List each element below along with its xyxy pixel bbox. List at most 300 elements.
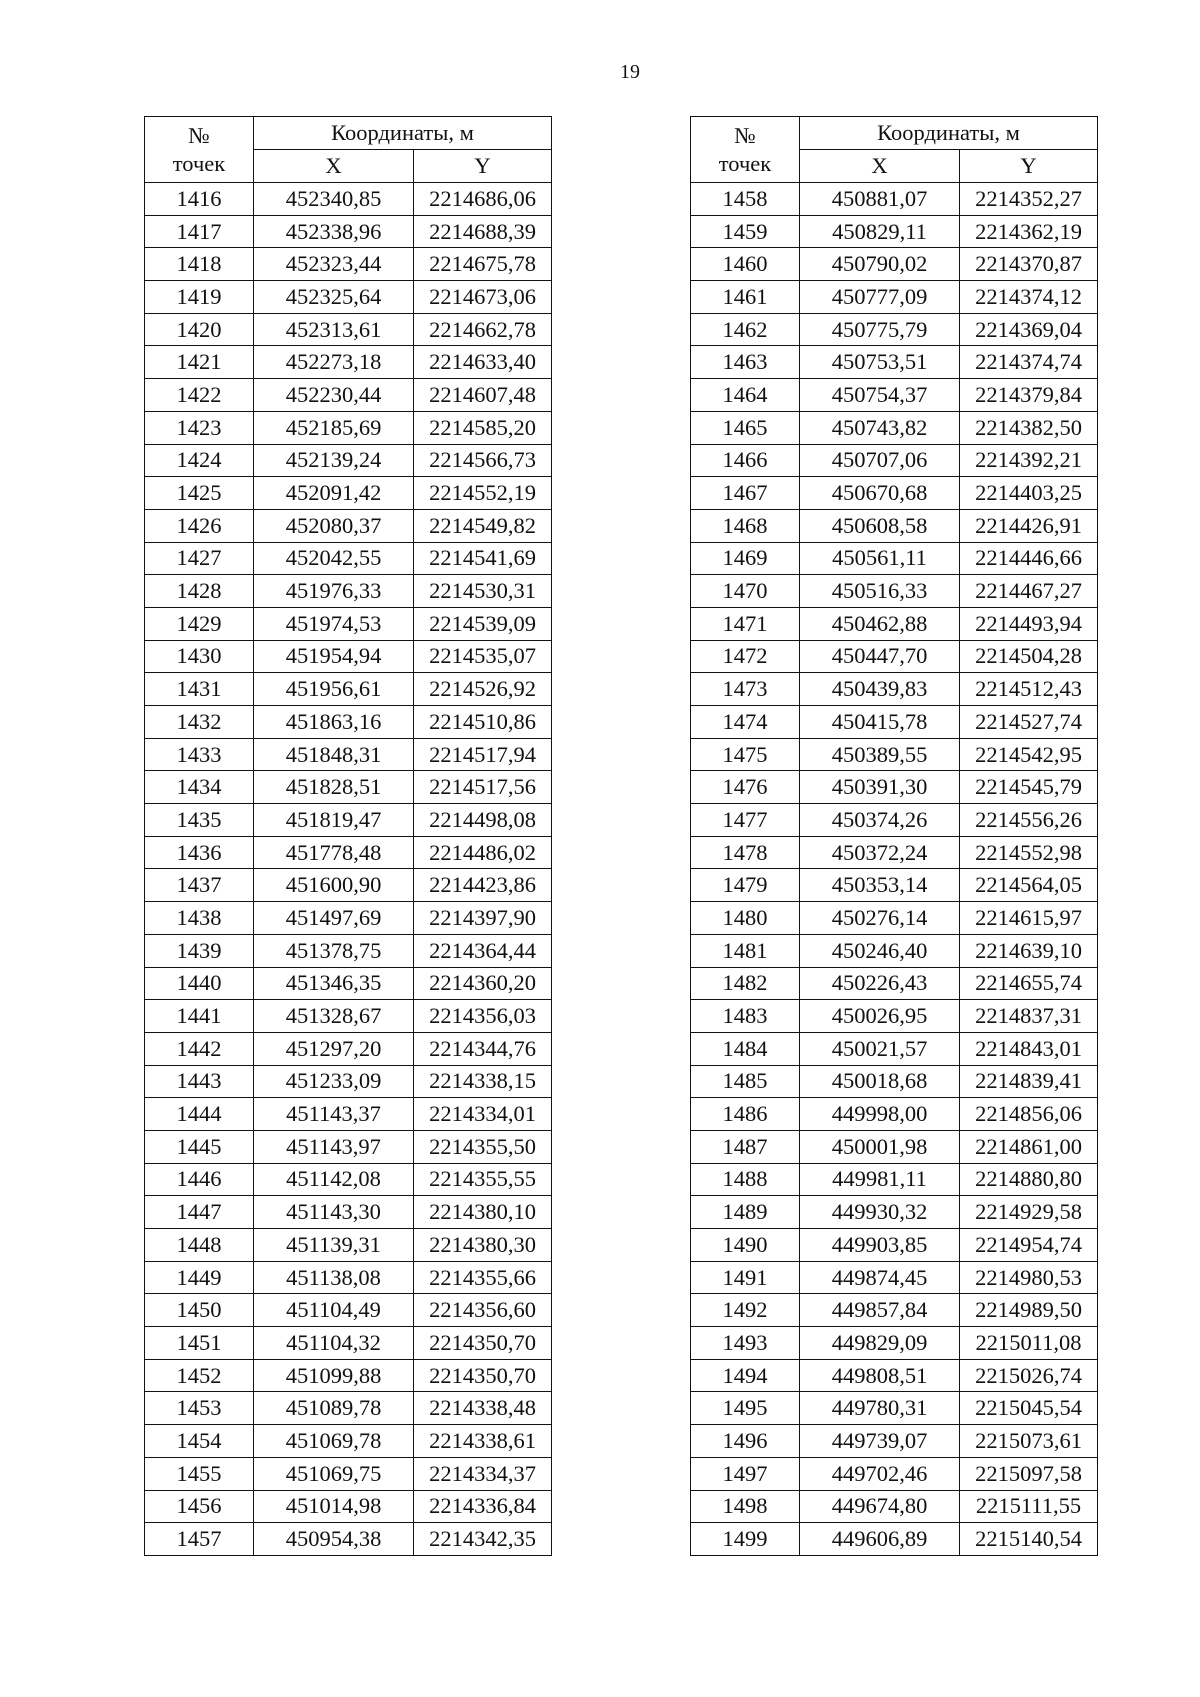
x-column-header: X [800, 150, 960, 183]
table-row [691, 1163, 1098, 1196]
y-coordinate-cell: 2214338,61 [414, 1425, 552, 1458]
table-row [145, 967, 552, 1000]
y-coordinate-cell: 2214397,90 [414, 902, 552, 935]
table-row [691, 1425, 1098, 1458]
y-coordinate-cell: 2214542,95 [960, 738, 1098, 771]
point-number-cell: 1498 [691, 1490, 800, 1523]
point-number-cell: 1441 [145, 1000, 254, 1033]
x-coordinate-cell: 452340,85 [254, 183, 414, 216]
y-coordinate-cell: 2214639,10 [960, 934, 1098, 967]
y-coordinate-cell: 2214356,03 [414, 1000, 552, 1033]
y-coordinate-cell: 2214566,73 [414, 444, 552, 477]
x-coordinate-cell: 451143,37 [254, 1098, 414, 1131]
x-coordinate-cell: 451104,49 [254, 1294, 414, 1327]
point-number-cell: 1438 [145, 902, 254, 935]
point-number-cell: 1495 [691, 1392, 800, 1425]
y-coordinate-cell: 2214338,48 [414, 1392, 552, 1425]
x-coordinate-cell: 450670,68 [800, 477, 960, 510]
point-number-cell: 1447 [145, 1196, 254, 1229]
x-coordinate-cell: 451328,67 [254, 1000, 414, 1033]
x-coordinate-cell: 451497,69 [254, 902, 414, 935]
x-coordinate-cell: 452185,69 [254, 411, 414, 444]
table-row [145, 902, 552, 935]
x-coordinate-cell: 450001,98 [800, 1130, 960, 1163]
table-row [145, 1327, 552, 1360]
y-coordinate-cell: 2214350,70 [414, 1327, 552, 1360]
point-number-cell: 1430 [145, 640, 254, 673]
table-row [145, 1294, 552, 1327]
table-row [691, 771, 1098, 804]
x-coordinate-cell: 450608,58 [800, 509, 960, 542]
point-number-cell: 1448 [145, 1229, 254, 1262]
y-coordinate-cell: 2214880,80 [960, 1163, 1098, 1196]
table-row [691, 1196, 1098, 1229]
table-row [691, 934, 1098, 967]
point-number-cell: 1496 [691, 1425, 800, 1458]
y-coordinate-cell: 2214498,08 [414, 804, 552, 837]
x-coordinate-cell: 450462,88 [800, 607, 960, 640]
y-coordinate-cell: 2214355,55 [414, 1163, 552, 1196]
table-row [691, 1523, 1098, 1556]
y-coordinate-cell: 2214344,76 [414, 1032, 552, 1065]
point-number-cell: 1440 [145, 967, 254, 1000]
x-coordinate-cell: 450447,70 [800, 640, 960, 673]
point-number-cell: 1424 [145, 444, 254, 477]
y-coordinate-cell: 2214370,87 [960, 248, 1098, 281]
table-row [691, 640, 1098, 673]
table-row [691, 836, 1098, 869]
y-coordinate-cell: 2214688,39 [414, 215, 552, 248]
table-row [691, 607, 1098, 640]
y-coordinate-cell: 2214355,66 [414, 1261, 552, 1294]
y-coordinate-cell: 2214929,58 [960, 1196, 1098, 1229]
point-number-cell: 1484 [691, 1032, 800, 1065]
point-number-cell: 1472 [691, 640, 800, 673]
y-coordinate-cell: 2214423,86 [414, 869, 552, 902]
point-number-cell: 1429 [145, 607, 254, 640]
table-row [145, 1065, 552, 1098]
table-row [691, 509, 1098, 542]
point-number-cell: 1474 [691, 706, 800, 739]
point-number-cell: 1493 [691, 1327, 800, 1360]
point-number-cell: 1485 [691, 1065, 800, 1098]
y-coordinate-cell: 2214467,27 [960, 575, 1098, 608]
y-coordinate-cell: 2214426,91 [960, 509, 1098, 542]
point-number-cell: 1462 [691, 313, 800, 346]
x-coordinate-cell: 451143,97 [254, 1130, 414, 1163]
table-row [691, 444, 1098, 477]
table-row [691, 1294, 1098, 1327]
point-number-cell: 1490 [691, 1229, 800, 1262]
point-number-cell: 1431 [145, 673, 254, 706]
coordinates-header: Координаты, м [800, 117, 1098, 150]
x-coordinate-cell: 450954,38 [254, 1523, 414, 1556]
x-coordinate-cell: 450353,14 [800, 869, 960, 902]
y-coordinate-cell: 2214380,10 [414, 1196, 552, 1229]
point-number-cell: 1428 [145, 575, 254, 608]
y-coordinate-cell: 2214673,06 [414, 281, 552, 314]
x-coordinate-cell: 449829,09 [800, 1327, 960, 1360]
point-number-cell: 1417 [145, 215, 254, 248]
y-coordinate-cell: 2214382,50 [960, 411, 1098, 444]
table-row [145, 706, 552, 739]
x-coordinate-cell: 449739,07 [800, 1425, 960, 1458]
coordinates-table-right [690, 116, 1098, 1556]
table-row [145, 1196, 552, 1229]
x-coordinate-cell: 451104,32 [254, 1327, 414, 1360]
x-coordinate-cell: 452323,44 [254, 248, 414, 281]
point-number-cell: 1435 [145, 804, 254, 837]
x-coordinate-cell: 450391,30 [800, 771, 960, 804]
y-coordinate-cell: 2214486,02 [414, 836, 552, 869]
x-coordinate-cell: 450018,68 [800, 1065, 960, 1098]
x-coordinate-cell: 452139,24 [254, 444, 414, 477]
y-coordinate-cell: 2214338,15 [414, 1065, 552, 1098]
x-coordinate-cell: 449903,85 [800, 1229, 960, 1262]
table-row [691, 804, 1098, 837]
table-row [691, 1261, 1098, 1294]
table-row [691, 1359, 1098, 1392]
table-row [145, 379, 552, 412]
y-coordinate-cell: 2214360,20 [414, 967, 552, 1000]
point-number-cell: 1461 [691, 281, 800, 314]
point-number-cell: 1425 [145, 477, 254, 510]
y-coordinate-cell: 2215140,54 [960, 1523, 1098, 1556]
x-coordinate-cell: 451819,47 [254, 804, 414, 837]
y-coordinate-cell: 2214355,50 [414, 1130, 552, 1163]
point-number-cell: 1446 [145, 1163, 254, 1196]
x-coordinate-cell: 449981,11 [800, 1163, 960, 1196]
table-row [691, 346, 1098, 379]
point-number-cell: 1422 [145, 379, 254, 412]
y-coordinate-cell: 2214954,74 [960, 1229, 1098, 1262]
x-coordinate-cell: 450021,57 [800, 1032, 960, 1065]
point-number-cell: 1419 [145, 281, 254, 314]
table-row [145, 1229, 552, 1262]
x-coordinate-cell: 451142,08 [254, 1163, 414, 1196]
y-coordinate-cell: 2215026,74 [960, 1359, 1098, 1392]
x-coordinate-cell: 452091,42 [254, 477, 414, 510]
point-number-cell: 1423 [145, 411, 254, 444]
page-number: 19 [620, 61, 640, 83]
y-coordinate-cell: 2214392,21 [960, 444, 1098, 477]
table-row [145, 1000, 552, 1033]
point-number-cell: 1476 [691, 771, 800, 804]
y-coordinate-cell: 2214504,28 [960, 640, 1098, 673]
x-coordinate-cell: 451828,51 [254, 771, 414, 804]
x-coordinate-cell: 451069,78 [254, 1425, 414, 1458]
table-row [145, 1457, 552, 1490]
table-row [691, 902, 1098, 935]
x-coordinate-cell: 451778,48 [254, 836, 414, 869]
point-number-cell: 1459 [691, 215, 800, 248]
y-coordinate-cell: 2214527,74 [960, 706, 1098, 739]
y-column-header: Y [414, 150, 552, 183]
table-row [145, 1163, 552, 1196]
y-coordinate-cell: 2214364,44 [414, 934, 552, 967]
x-coordinate-cell: 451848,31 [254, 738, 414, 771]
table-row [691, 1130, 1098, 1163]
point-number-cell: 1453 [145, 1392, 254, 1425]
x-coordinate-cell: 452313,61 [254, 313, 414, 346]
x-coordinate-cell: 450415,78 [800, 706, 960, 739]
table-row [145, 1130, 552, 1163]
table-row [145, 411, 552, 444]
y-coordinate-cell: 2214510,86 [414, 706, 552, 739]
point-number-cell: 1492 [691, 1294, 800, 1327]
table-row [145, 673, 552, 706]
table-row [691, 477, 1098, 510]
y-coordinate-cell: 2214374,12 [960, 281, 1098, 314]
point-number-cell: 1464 [691, 379, 800, 412]
x-coordinate-cell: 451233,09 [254, 1065, 414, 1098]
point-number-cell: 1469 [691, 542, 800, 575]
y-coordinate-cell: 2214356,60 [414, 1294, 552, 1327]
y-coordinate-cell: 2214535,07 [414, 640, 552, 673]
point-number-cell: 1477 [691, 804, 800, 837]
y-coordinate-cell: 2214607,48 [414, 379, 552, 412]
y-coordinate-cell: 2214493,94 [960, 607, 1098, 640]
table-row [145, 804, 552, 837]
table-row [691, 706, 1098, 739]
point-number-cell: 1466 [691, 444, 800, 477]
table-row [145, 215, 552, 248]
x-coordinate-cell: 450276,14 [800, 902, 960, 935]
point-number-cell: 1478 [691, 836, 800, 869]
x-coordinate-cell: 450881,07 [800, 183, 960, 216]
x-coordinate-cell: 450707,06 [800, 444, 960, 477]
y-coordinate-cell: 2215073,61 [960, 1425, 1098, 1458]
x-coordinate-cell: 452230,44 [254, 379, 414, 412]
table-row [145, 1098, 552, 1131]
point-number-cell: 1416 [145, 183, 254, 216]
x-coordinate-cell: 449857,84 [800, 1294, 960, 1327]
number-sign-label: № [188, 122, 210, 148]
table-row [691, 1327, 1098, 1360]
x-coordinate-cell: 450561,11 [800, 542, 960, 575]
y-coordinate-cell: 2214552,19 [414, 477, 552, 510]
point-number-cell: 1433 [145, 738, 254, 771]
x-coordinate-cell: 452325,64 [254, 281, 414, 314]
x-coordinate-cell: 451974,53 [254, 607, 414, 640]
x-coordinate-cell: 449674,80 [800, 1490, 960, 1523]
x-coordinate-cell: 450372,24 [800, 836, 960, 869]
point-number-cell: 1475 [691, 738, 800, 771]
y-coordinate-cell: 2214843,01 [960, 1032, 1098, 1065]
y-coordinate-cell: 2214545,79 [960, 771, 1098, 804]
x-coordinate-cell: 452042,55 [254, 542, 414, 575]
x-coordinate-cell: 449780,31 [800, 1392, 960, 1425]
x-coordinate-cell: 449874,45 [800, 1261, 960, 1294]
y-coordinate-cell: 2214549,82 [414, 509, 552, 542]
y-coordinate-cell: 2214446,66 [960, 542, 1098, 575]
x-coordinate-cell: 451099,88 [254, 1359, 414, 1392]
x-coordinate-cell: 451863,16 [254, 706, 414, 739]
y-coordinate-cell: 2214342,35 [414, 1523, 552, 1556]
point-number-cell: 1460 [691, 248, 800, 281]
x-coordinate-cell: 450743,82 [800, 411, 960, 444]
y-coordinate-cell: 2214989,50 [960, 1294, 1098, 1327]
x-coordinate-cell: 450775,79 [800, 313, 960, 346]
point-number-cell: 1499 [691, 1523, 800, 1556]
point-number-cell: 1442 [145, 1032, 254, 1065]
point-number-cell: 1449 [145, 1261, 254, 1294]
point-number-cell: 1451 [145, 1327, 254, 1360]
x-coordinate-cell: 450777,09 [800, 281, 960, 314]
table-row [145, 869, 552, 902]
x-coordinate-cell: 451089,78 [254, 1392, 414, 1425]
y-coordinate-cell: 2214374,74 [960, 346, 1098, 379]
y-coordinate-cell: 2214675,78 [414, 248, 552, 281]
y-coordinate-cell: 2214362,19 [960, 215, 1098, 248]
table-row [691, 215, 1098, 248]
y-coordinate-cell: 2214530,31 [414, 575, 552, 608]
y-coordinate-cell: 2215111,55 [960, 1490, 1098, 1523]
x-coordinate-cell: 450790,02 [800, 248, 960, 281]
table-row [691, 1065, 1098, 1098]
table-row [145, 281, 552, 314]
point-number-cell: 1434 [145, 771, 254, 804]
table-row [145, 509, 552, 542]
x-coordinate-cell: 451014,98 [254, 1490, 414, 1523]
x-coordinate-cell: 449702,46 [800, 1457, 960, 1490]
y-coordinate-cell: 2214839,41 [960, 1065, 1098, 1098]
y-coordinate-cell: 2214334,01 [414, 1098, 552, 1131]
x-coordinate-cell: 450754,37 [800, 379, 960, 412]
point-number-cell: 1470 [691, 575, 800, 608]
x-coordinate-cell: 451976,33 [254, 575, 414, 608]
x-coordinate-cell: 451954,94 [254, 640, 414, 673]
table-row [691, 1098, 1098, 1131]
table-row [691, 542, 1098, 575]
point-number-cell: 1427 [145, 542, 254, 575]
x-coordinate-cell: 450226,43 [800, 967, 960, 1000]
x-coordinate-cell: 450389,55 [800, 738, 960, 771]
x-coordinate-cell: 450026,95 [800, 1000, 960, 1033]
x-coordinate-cell: 450439,83 [800, 673, 960, 706]
table-row [691, 411, 1098, 444]
number-sign-label: № [734, 122, 756, 148]
y-coordinate-cell: 2214541,69 [414, 542, 552, 575]
table-row [145, 1490, 552, 1523]
y-coordinate-cell: 2215045,54 [960, 1392, 1098, 1425]
y-coordinate-cell: 2214552,98 [960, 836, 1098, 869]
point-number-cell: 1483 [691, 1000, 800, 1033]
y-coordinate-cell: 2214856,06 [960, 1098, 1098, 1131]
point-number-cell: 1479 [691, 869, 800, 902]
coordinates-header: Координаты, м [254, 117, 552, 150]
point-number-cell: 1421 [145, 346, 254, 379]
y-coordinate-cell: 2215097,58 [960, 1457, 1098, 1490]
point-number-cell: 1432 [145, 706, 254, 739]
table-row [145, 248, 552, 281]
table-row [145, 1425, 552, 1458]
table-body [145, 183, 552, 1556]
point-number-cell: 1443 [145, 1065, 254, 1098]
point-number-cell: 1458 [691, 183, 800, 216]
point-number-cell: 1465 [691, 411, 800, 444]
point-number-cell: 1450 [145, 1294, 254, 1327]
point-number-cell: 1494 [691, 1359, 800, 1392]
point-number-cell: 1444 [145, 1098, 254, 1131]
point-number-cell: 1457 [145, 1523, 254, 1556]
table-row [145, 1359, 552, 1392]
point-number-cell: 1497 [691, 1457, 800, 1490]
point-number-header [691, 117, 800, 183]
y-coordinate-cell: 2214686,06 [414, 183, 552, 216]
table-row [691, 1229, 1098, 1262]
x-coordinate-cell: 451143,30 [254, 1196, 414, 1229]
y-coordinate-cell: 2214556,26 [960, 804, 1098, 837]
table-row [691, 379, 1098, 412]
table-row [145, 934, 552, 967]
x-coordinate-cell: 452338,96 [254, 215, 414, 248]
point-number-cell: 1439 [145, 934, 254, 967]
point-number-cell: 1473 [691, 673, 800, 706]
point-number-cell: 1418 [145, 248, 254, 281]
y-coordinate-cell: 2214512,43 [960, 673, 1098, 706]
table-row [691, 738, 1098, 771]
point-number-cell: 1452 [145, 1359, 254, 1392]
x-coordinate-cell: 450246,40 [800, 934, 960, 967]
point-number-cell: 1471 [691, 607, 800, 640]
table-row [691, 1457, 1098, 1490]
table-row [691, 1000, 1098, 1033]
point-number-cell: 1445 [145, 1130, 254, 1163]
table-row [145, 836, 552, 869]
x-coordinate-cell: 449930,32 [800, 1196, 960, 1229]
table-row [145, 444, 552, 477]
y-coordinate-cell: 2214334,37 [414, 1457, 552, 1490]
x-coordinate-cell: 449606,89 [800, 1523, 960, 1556]
y-column-header: Y [960, 150, 1098, 183]
table-row [145, 738, 552, 771]
table-row [145, 1392, 552, 1425]
point-number-cell: 1467 [691, 477, 800, 510]
x-coordinate-cell: 451346,35 [254, 967, 414, 1000]
y-coordinate-cell: 2214369,04 [960, 313, 1098, 346]
table-row [145, 313, 552, 346]
x-coordinate-cell: 451600,90 [254, 869, 414, 902]
y-coordinate-cell: 2214980,53 [960, 1261, 1098, 1294]
table-row [145, 1261, 552, 1294]
y-coordinate-cell: 2214837,31 [960, 1000, 1098, 1033]
points-label: точек [172, 150, 226, 176]
y-coordinate-cell: 2214380,30 [414, 1229, 552, 1262]
table-row [145, 607, 552, 640]
x-coordinate-cell: 450753,51 [800, 346, 960, 379]
table-row [691, 967, 1098, 1000]
y-coordinate-cell: 2214655,74 [960, 967, 1098, 1000]
x-coordinate-cell: 451956,61 [254, 673, 414, 706]
y-coordinate-cell: 2214517,94 [414, 738, 552, 771]
point-number-cell: 1426 [145, 509, 254, 542]
table-row [691, 281, 1098, 314]
y-coordinate-cell: 2214615,97 [960, 902, 1098, 935]
table-row [145, 575, 552, 608]
point-number-cell: 1463 [691, 346, 800, 379]
x-coordinate-cell: 451139,31 [254, 1229, 414, 1262]
table-row [145, 183, 552, 216]
table-row [145, 640, 552, 673]
point-number-cell: 1489 [691, 1196, 800, 1229]
point-number-cell: 1481 [691, 934, 800, 967]
point-number-cell: 1455 [145, 1457, 254, 1490]
table-row [145, 771, 552, 804]
point-number-cell: 1482 [691, 967, 800, 1000]
x-coordinate-cell: 449998,00 [800, 1098, 960, 1131]
y-coordinate-cell: 2214350,70 [414, 1359, 552, 1392]
